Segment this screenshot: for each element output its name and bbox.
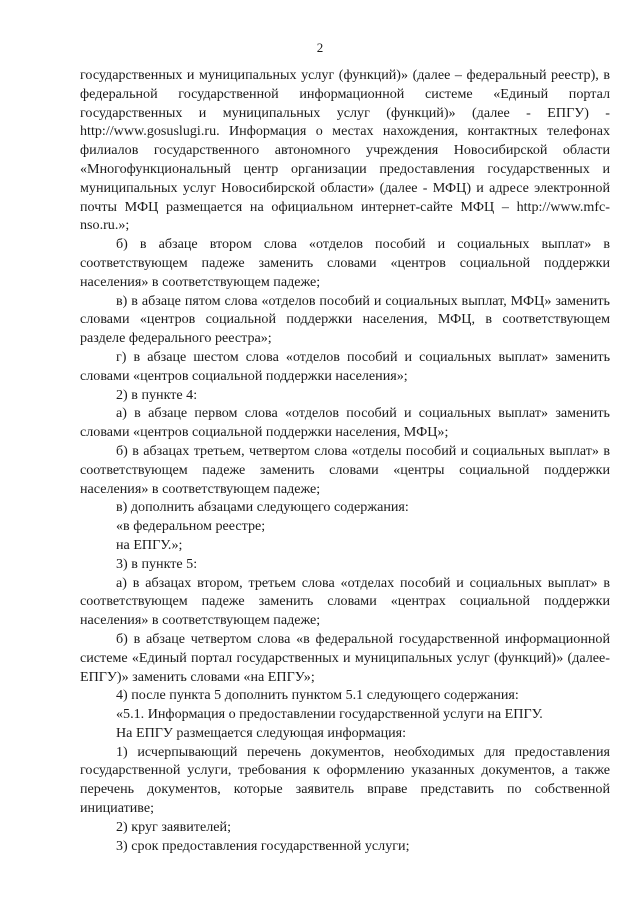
paragraph-item-b-abzac-vtoroy: б) в абзаце втором слова «отделов пособий и социальных выплат» в соответствующем падеже заменить словами «центров социальной поддержки населения» в соответствующем падеже; [80, 236, 610, 290]
paragraph-item-g-abzac-shestoy: г) в абзаце шестом слова «отделов пособий и социальных выплат» заменить словами «центров социальной поддержки населения»; [80, 348, 610, 384]
paragraph-epgu-info-intro: На ЕПГУ размещается следующая информация: [116, 724, 407, 741]
paragraph-point-2-item-b: б) в абзацах третьем, четвертом слова «отделы пособий и социальных выплат» в соответствующем падеже заменить словами «центры социальной поддержки населения» в соответствующем падеже; [80, 442, 610, 497]
paragraph-section-5-1-title: «5.1. Информация о предоставлении государственной услуги на ЕПГУ. [116, 706, 543, 723]
paragraph-list-item-1: 1) исчерпывающий перечень документов, необходимых для предоставления государственной услуги, требования к оформлению указанных документов, а также перечень документов, которые заявитель вправе представить по собственной инициативе; [80, 743, 610, 817]
paragraph-list-item-3: 3) срок предоставления государственной услуги; [116, 837, 410, 854]
paragraph-list-item-2: 2) круг заявителей; [116, 818, 231, 835]
paragraph-point-2-header: 2) в пункте 4: [116, 386, 198, 403]
paragraph-point-2-item-v: в) дополнить абзацами следующего содержания: [116, 499, 409, 516]
paragraph-point-3-item-a: а) в абзацах втором, третьем слова «отделах пособий и социальных выплат» в соответствующем падеже заменить словами «центрах социальной поддержки населения» в соответствующем падеже; [80, 574, 610, 629]
paragraph-point-4-header: 4) после пункта 5 дополнить пунктом 5.1 следующего содержания: [116, 687, 519, 704]
paragraph-point-3-header: 3) в пункте 5: [116, 555, 198, 572]
paragraph-quote-federal-registry: «в федеральном реестре; [116, 518, 266, 535]
paragraph-point-3-item-b: б) в абзаце четвертом слова «в федеральной государственной информационной системе «Единый портал государственных и муниципальных услуг (функций)» (далее-ЕПГУ)» заменить словами «на ЕПГУ»; [80, 630, 610, 685]
paragraph-item-v-abzac-pyatyy: в) в абзаце пятом слова «отделов пособий и социальных выплат, МФЦ» заменить словами «центров социальной поддержки населения, МФЦ, в соответствующем разделе федерального реестра»; [80, 292, 610, 347]
page-number: 2 [316, 40, 324, 55]
paragraph-point-2-item-a: а) в абзаце первом слова «отделов пособий и социальных выплат» заменить словами «центров социальной поддержки населения, МФЦ»; [80, 405, 610, 441]
paragraph-quote-epgu: на ЕПГУ.»; [116, 536, 183, 553]
paragraph-continuation: государственных и муниципальных услуг (функций)» (далее – федеральный реестр), в федеральной государственной информационной системе «Единый портал государственных и муниципальных услуг (функций)» (далее - ЕПГУ) - http://www.gosuslugi.ru. Информация о местах нахождения, контактных телефонах филиалов государственного автономного учреждения Новосибирской области «Многофункциональный центр организации предоставления государственных и муниципальных услуг Новосибирской области» (далее - МФЦ) и адресе электронной почты МФЦ размещается на официальном интернет-сайте МФЦ – http://www.mfc-nso.ru.»; [80, 67, 610, 234]
document-body [80, 66, 610, 855]
